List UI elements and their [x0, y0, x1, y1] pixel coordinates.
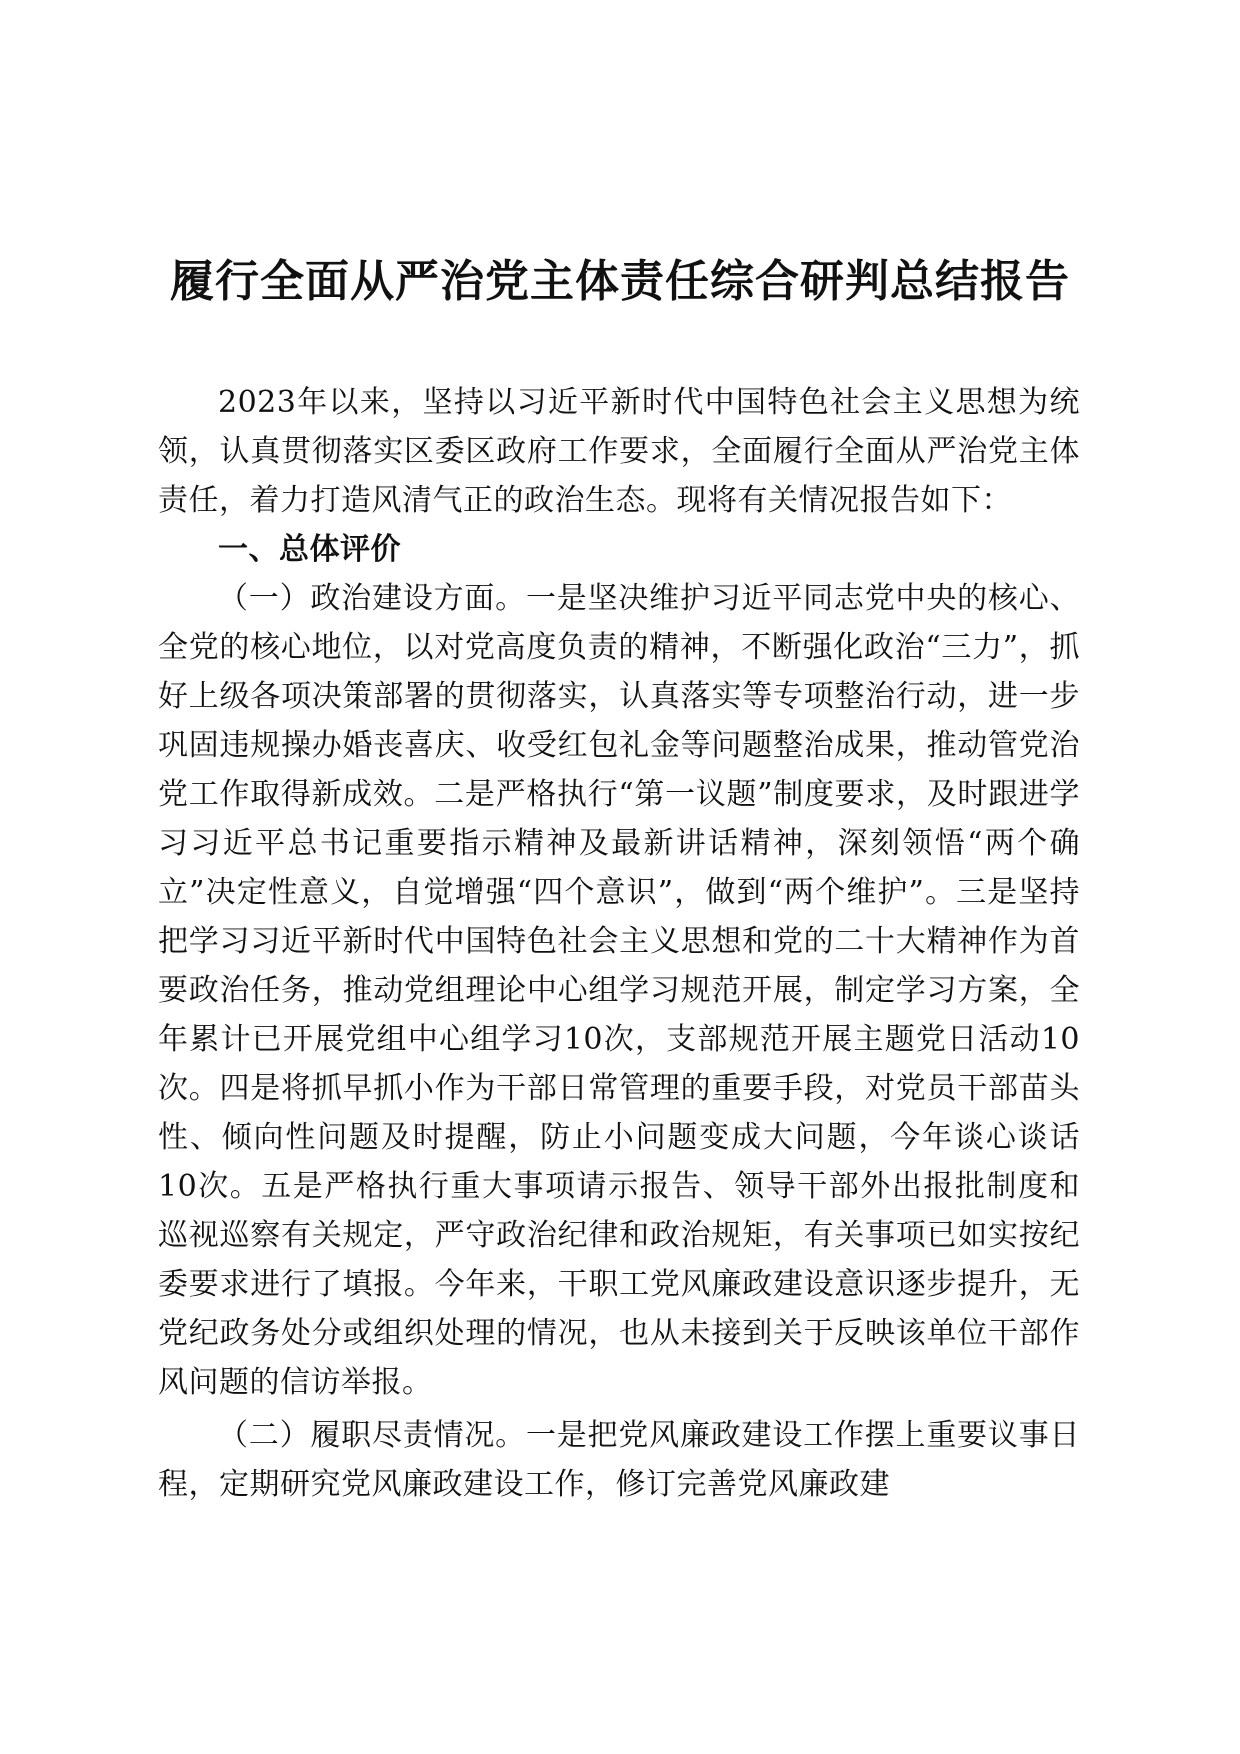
section-heading-overall-evaluation: 一、总体评价: [218, 532, 401, 567]
paragraph-political-construction: （一）政治建设方面。一是坚决维护习近平同志党中央的核心、全党的核心地位，以对党高度负责的精神，不断强化政治“三力”，抓好上级各项决策部署的贯彻落实，认真落实等专项整治行动，进一步巩固违规操办婚丧喜庆、收受红包礼金等问题整治成果，推动管党治党工作取得新成效。二是严格执行“第一议题”制度要求，及时跟进学习习近平总书记重要指示精神及最新讲话精神，深刻领悟“两个确立”决定性意义，自觉增强“四个意识”，做到“两个维护”。三是坚持把学习习近平新时代中国特色社会主义思想和党的二十大精神作为首要政治任务，推动党组理论中心组学习规范开展，制定学习方案，全年累计已开展党组中心组学习10次，支部规范开展主题党日活动10次。四是将抓早抓小作为干部日常管理的重要手段，对党员干部苗头性、倾向性问题及时提醒，防止小问题变成大问题，今年谈心谈话10次。五是严格执行重大事项请示报告、领导干部外出报批制度和巡视巡察有关规定，严守政治纪律和政治规矩，有关事项已如实按纪委要求进行了填报。今年来，干职工党风廉政建设意识逐步提升，无党纪政务处分或组织处理的情况，也从未接到关于反映该单位干部作风问题的信访举报。: [158, 581, 1080, 1400]
document-body: [158, 378, 1080, 1509]
document-title: 履行全面从严治党主体责任综合研判总结报告: [170, 256, 1070, 307]
paragraph-duty-performance: （二）履职尽责情况。一是把党风廉政建设工作摆上重要议事日程，定期研究党风廉政建设工作，修订完善党风廉政建: [158, 1418, 1080, 1502]
intro-paragraph: 2023年以来，坚持以习近平新时代中国特色社会主义思想为统领，认真贯彻落实区委区政府工作要求，全面履行全面从严治党主体责任，着力打造风清气正的政治生态。现将有关情况报告如下：: [158, 385, 1080, 518]
